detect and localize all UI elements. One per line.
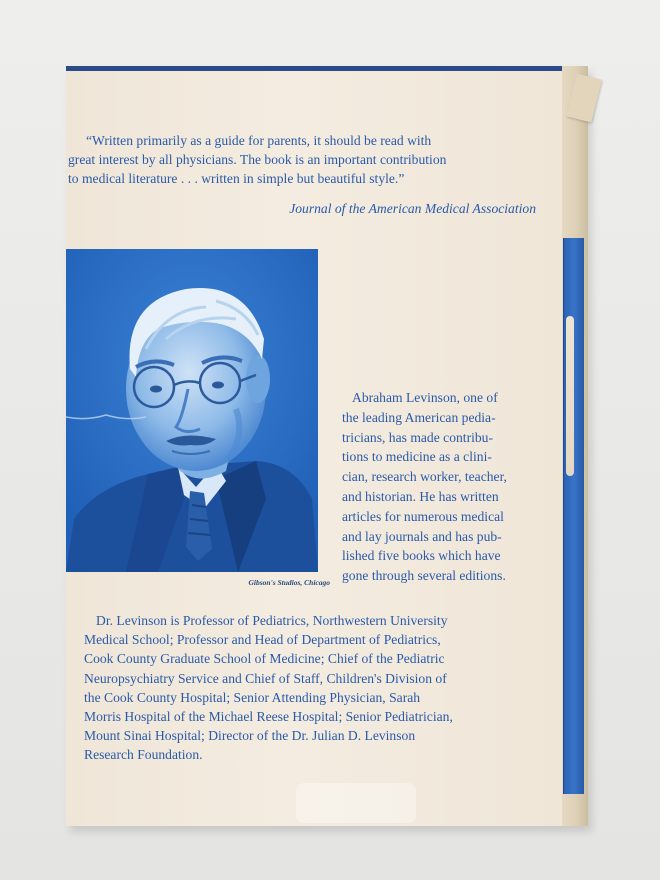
bio-line: tricians, has made contribu- xyxy=(342,429,493,445)
quote-source: Journal of the American Medical Association xyxy=(289,201,536,216)
photo-credit: Gibson's Studios, Chicago xyxy=(248,578,330,587)
bio-line: articles for numerous medical xyxy=(342,508,504,524)
review-quote xyxy=(66,131,536,188)
credentials-line: the Cook County Hospital; Senior Attending Physician, Sarah xyxy=(84,689,421,705)
dust-jacket xyxy=(66,66,562,826)
jacket-wear-mark xyxy=(296,783,416,823)
credentials-line: Morris Hospital of the Michael Reese Hospital; Senior Pediatrician, xyxy=(84,709,453,725)
bio-line: and lay journals and has pub- xyxy=(342,528,502,544)
credentials-line: Neuropsychiatry Service and Chief of Staff, Children's Division of xyxy=(84,670,447,686)
quote-line: “Written primarily as a guide for parents, it should be read with xyxy=(86,133,432,148)
quote-line: great interest by all physicians. The book is an important contribution xyxy=(68,152,447,167)
bio-line: Abraham Levinson, one of xyxy=(352,390,498,405)
credentials-line: Dr. Levinson is Professor of Pediatrics, Northwestern University xyxy=(96,613,448,628)
ear xyxy=(246,355,270,403)
book-back-cover xyxy=(66,66,588,826)
credentials-line: Research Foundation. xyxy=(84,747,203,763)
credentials-line: Cook County Graduate School of Medicine; Chief of the Pediatric xyxy=(84,651,445,667)
portrait-illustration xyxy=(66,249,318,572)
quote-line: to medical literature . . . written in simple but beautiful style.” xyxy=(68,171,405,186)
bio-line: lished five books which have xyxy=(342,548,501,564)
author-credentials xyxy=(84,611,546,765)
author-bio-short xyxy=(342,388,548,586)
credentials-line: Mount Sinai Hospital; Director of the Dr. Julian D. Levinson xyxy=(84,728,416,744)
credentials-line: Medical School; Professor and Head of Department of Pediatrics, xyxy=(84,632,441,648)
author-portrait xyxy=(66,249,318,572)
bio-line: gone through several editions. xyxy=(342,568,506,584)
bio-line: cian, research worker, teacher, xyxy=(342,469,507,485)
eye-right xyxy=(212,382,224,389)
bio-line: the leading American pedia- xyxy=(342,409,496,425)
spine-tear xyxy=(566,316,574,476)
eye-left xyxy=(150,386,162,393)
bio-line: and historian. He has written xyxy=(342,488,499,504)
bio-line: tions to medicine as a clini- xyxy=(342,449,492,465)
